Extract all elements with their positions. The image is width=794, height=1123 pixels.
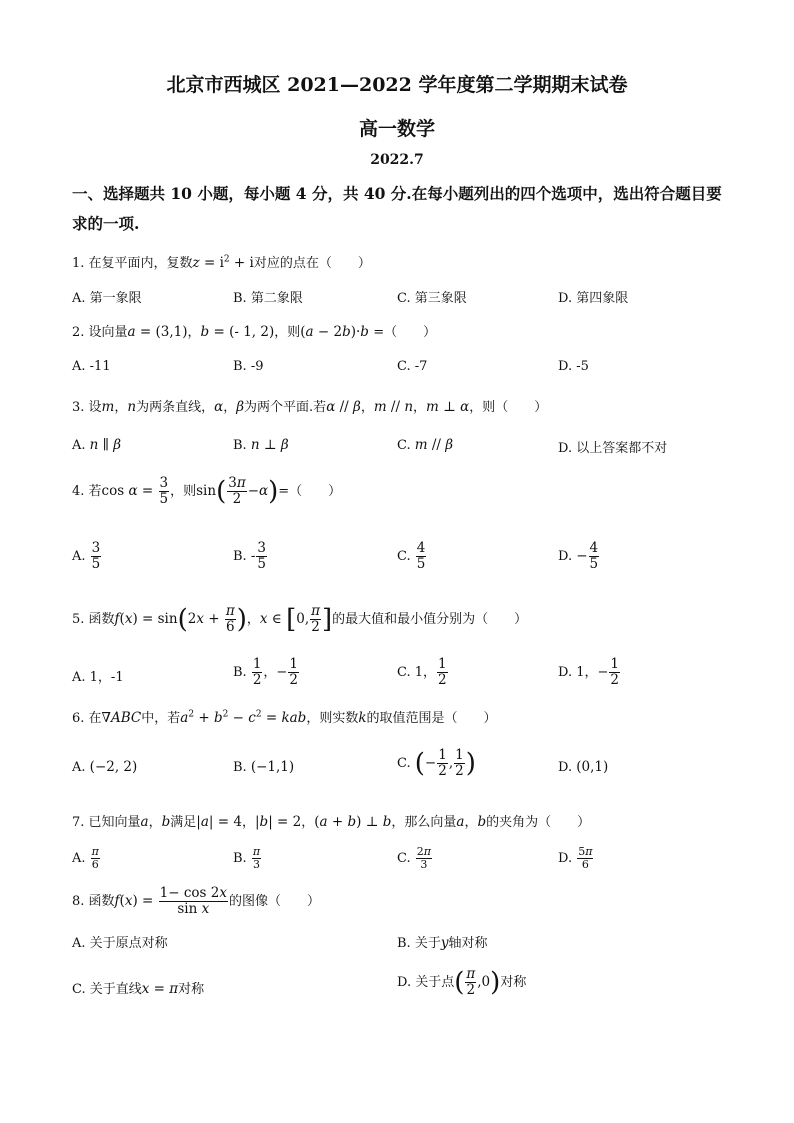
question-4: 4. 若cos α = $\frac{3}{5}$ ，则sin( $\frac{3\pi}{2}$ −α)=（ ） — [72, 475, 342, 507]
q4-option-d: D. − $\frac{4}{5}$ — [558, 540, 599, 572]
q2-option-c: C. -7 — [397, 359, 428, 374]
q7-option-c: C. $\frac{2\pi}{3}$ — [397, 845, 431, 872]
q3-option-d: D. 以上答案都不对 — [558, 441, 668, 456]
q2-option-d: D. -5 — [558, 359, 589, 374]
q4-label-b: B. — [233, 548, 247, 564]
q5-option-c: C. 1， $\frac{1}{2}$ — [397, 656, 447, 688]
q7-suffix: 的夹角为（ ） — [486, 815, 591, 830]
q3-option-c: C. m // β — [397, 437, 454, 453]
q1-prefix: 1. 在复平面内，复数 — [72, 256, 193, 271]
q8-label-d: D. 关于点 — [397, 974, 455, 990]
q6-suffix: 的取值范围是（ ） — [366, 711, 497, 726]
q1-option-c: C. 第三象限 — [397, 291, 467, 306]
q7-sep4: ， — [301, 815, 315, 830]
q6-mid2: ，则实数 — [306, 711, 359, 726]
q8-prefix: 8. 函数 — [72, 893, 115, 909]
q3-sep1: ， — [114, 400, 128, 415]
q4-mid: ，则 — [170, 483, 197, 499]
question-2 — [72, 321, 436, 340]
q5-label-c: C. 1， — [397, 664, 437, 680]
q8-text-b: 轴对称 — [448, 936, 488, 951]
q1-option-d: D. 第四象限 — [558, 291, 629, 306]
q6-option-a: A. (−2, 2) — [72, 759, 138, 775]
q8-option-a: A. 关于原点对称 — [72, 936, 168, 951]
section-instruction-line2: 求的一项. — [72, 214, 140, 233]
exam-date: 2022.7 — [370, 152, 424, 168]
q6-label-a: A. — [72, 760, 86, 775]
question-5: 5. 函数f(x) = sin(2x + $\frac{\pi}{6}$ )，x ∈ [0, $\frac{\pi}{2}$ ]的最大值和最小值分别为（ ） — [72, 603, 528, 635]
q6-option-d: D. (0,1) — [558, 759, 609, 775]
q4-label-a: A. — [72, 548, 86, 564]
q8-option-b: B. 关于y轴对称 — [397, 935, 488, 951]
q6-option-b: B. (−1,1) — [233, 759, 295, 775]
question-8: 8. 函数f(x) = $\frac{1- \cos 2x}{\text{sin x}}$ 的图像（ ） — [72, 885, 320, 917]
q3-prefix: 3. 设 — [72, 400, 102, 415]
q7-option-b: B. $\frac{\pi}{3}$ — [233, 845, 261, 872]
q5-prefix: 5. 函数 — [72, 611, 115, 627]
q6-mid: 中，若 — [141, 711, 181, 726]
q3-option-b: B. n ⊥ β — [233, 437, 289, 453]
q4-prefix: 4. 若 — [72, 483, 102, 499]
q7-label-b: B. — [233, 851, 247, 867]
q5-option-b: B. $\frac{1}{2}$ ，− $\frac{1}{2}$ — [233, 656, 298, 688]
q3-suffix: ，则（ ） — [469, 400, 548, 415]
q7-text5: ，那么向量 — [391, 815, 457, 830]
question-7: 7. 已知向量a，b满足|a| = 4，|b| = 2，(a + b) ⊥ b，那么向量a，b的夹角为（ ） — [72, 814, 591, 830]
exam-subject: 高一数学 — [358, 118, 435, 140]
q1-suffix: 对应的点在（ ） — [253, 256, 371, 271]
q2-sep1: ， — [187, 325, 201, 340]
q1-option-b: B. 第二象限 — [233, 291, 303, 306]
q7-label-c: C. — [397, 851, 411, 867]
q8-text-c: 对称 — [178, 982, 205, 997]
q3-sep3: ， — [223, 400, 237, 415]
q5-mid: ， — [246, 611, 260, 627]
q2-suffix: =（ ） — [373, 325, 437, 340]
q7-label-a: A. — [72, 851, 86, 867]
q5-option-d: D. 1，− $\frac{1}{2}$ — [558, 656, 619, 688]
q1-formula: z — [192, 255, 200, 271]
q3-sep6: ， — [413, 400, 427, 415]
q6-prefix: 6. 在 — [72, 711, 102, 726]
q4-label-d: D. — [558, 548, 573, 564]
q8-suffix: 的图像（ ） — [228, 893, 320, 909]
q7-option-d: D. $\frac{5\pi}{6}$ — [558, 845, 593, 872]
q2-vector-a: a = (3,1) — [127, 324, 188, 340]
q3-sep5: ， — [360, 400, 374, 415]
q7-text2: 满足 — [170, 815, 197, 830]
question-1: 1. 在复平面内，复数$z = i^2 + i$对应的点在（ ） — [72, 254, 371, 271]
q4-label-c: C. — [397, 548, 411, 564]
q5-label-d: D. 1， — [558, 664, 598, 680]
q8-text-d: 对称 — [500, 974, 527, 990]
q3-text4: 为两个平面.若 — [244, 400, 327, 415]
q3-option-a: A. n ∥ β — [72, 437, 122, 453]
section-instruction-line1: 一、选择题共 10 小题，每小题 4 分，共 40 分.在每小题列出的四个选项中，选出符合题目要 — [72, 184, 722, 203]
q4-option-a: A. $\frac{3}{5}$ — [72, 540, 101, 572]
q7-sep1: ， — [148, 815, 162, 830]
q4-suffix: =（ ） — [278, 483, 342, 499]
q6-label-c: C. — [397, 755, 411, 771]
q8-option-d: D. 关于点( $\frac{\pi}{2}$ ,0)对称 — [397, 966, 527, 998]
q8-option-c: C. 关于直线x = π对称 — [72, 981, 205, 997]
q3-label-b: B. — [233, 438, 247, 453]
q1-option-a: A. 第一象限 — [72, 291, 142, 306]
q5-suffix: 的最大值和最小值分别为（ ） — [332, 611, 528, 627]
q2-prefix: 2. 设向量 — [72, 325, 128, 340]
q2-option-a: A. -11 — [72, 359, 111, 374]
question-6: 6. 在∇ABC中，若$a^2 + b^2 - c^2$ = kab，则实数k的取值范围是（ ） — [72, 709, 497, 726]
q4-option-c: C. $\frac{4}{5}$ — [397, 540, 426, 572]
q5-option-a: A. 1，-1 — [72, 670, 124, 685]
q7-option-a: A. $\frac{\pi}{6}$ — [72, 845, 99, 872]
q2-sep2: ，则 — [274, 325, 301, 340]
q5-label-b: B. — [233, 664, 247, 680]
exam-title: 北京市西城区 2021—2022 学年度第二学期期末试卷 — [166, 74, 628, 96]
q6-label-b: B. — [233, 760, 247, 775]
q3-label-a: A. — [72, 438, 86, 453]
q3-label-c: C. — [397, 438, 411, 453]
q7-sep3: ， — [241, 815, 255, 830]
q6-label-d: D. — [558, 760, 573, 775]
question-3: 3. 设m，n为两条直线，α，β为两个平面.若α // β，m // n，m ⊥ α，则（ ） — [72, 399, 548, 415]
q3-text2: 为两条直线， — [136, 400, 215, 415]
q7-label-d: D. — [558, 851, 573, 867]
q4-option-b: B. - $\frac{3}{5}$ — [233, 540, 266, 572]
q7-prefix: 7. 已知向量 — [72, 815, 141, 830]
q2-expression: (a − 2b)·b — [300, 324, 369, 340]
q8-label-c: C. 关于直线 — [72, 982, 142, 997]
q6-option-c: C. (− $\frac{1}{2}$ , $\frac{1}{2}$ ) — [397, 747, 476, 779]
q2-option-b: B. -9 — [233, 359, 264, 374]
q7-sep6: ， — [464, 815, 478, 830]
q8-label-b: B. 关于 — [397, 936, 441, 951]
q2-vector-b: b = (- 1, 2) — [200, 324, 275, 340]
